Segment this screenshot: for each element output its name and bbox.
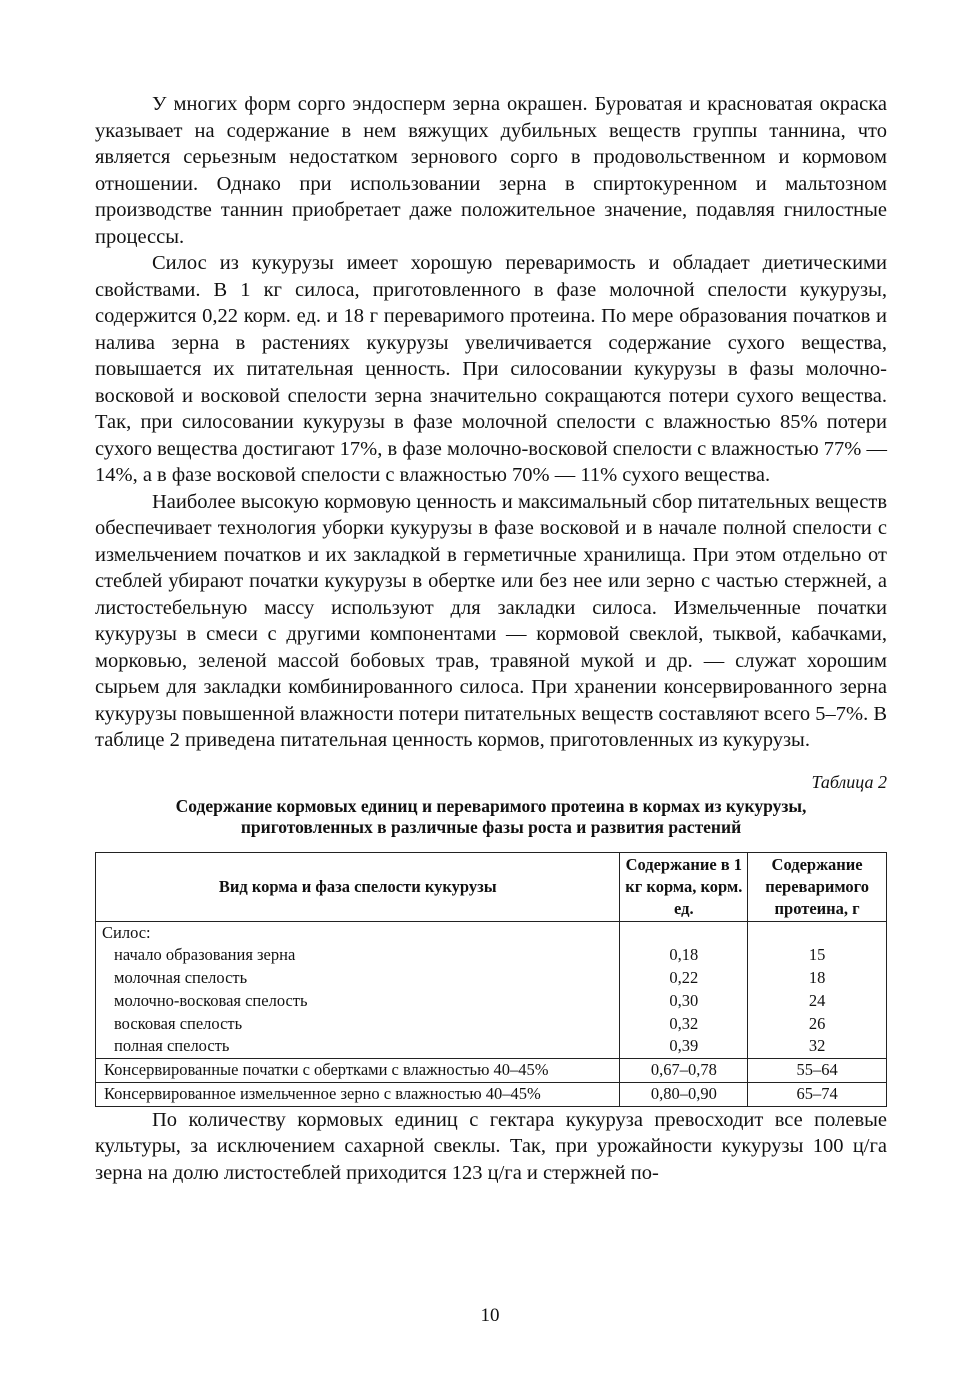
table-row <box>96 1083 887 1107</box>
row-kind: Консервированные початки с обертками с влажностью 40–45% <box>96 1059 620 1083</box>
row-protein: 26 <box>748 1013 887 1036</box>
row-protein: 15 <box>748 944 887 967</box>
header-protein: Содержание переваримого протеина, г <box>748 852 887 921</box>
row-phase: восковая спелость <box>96 1013 620 1036</box>
table-row <box>96 990 887 1013</box>
paragraph-1: У многих форм сорго эндосперм зерна окрашен. Буроватая и красноватая окраска указывает на содержание в нем вяжущих дубильных веществ группы таннина, что является серьезным недостатком зернового сорго в продовольственном и кормовом отношении. Однако при использовании зерна в спиртокуренном и мальтозном производстве таннин приобретает даже положительное значение, подавляя гнилостные процессы. <box>95 93 887 248</box>
row-kind: Консервированное измельченное зерно с влажностью 40–45% <box>96 1083 620 1107</box>
row-units: 0,18 <box>620 944 748 967</box>
row-phase: полная спелость <box>96 1035 620 1058</box>
row-units: 0,30 <box>620 990 748 1013</box>
page-body <box>95 91 887 1186</box>
header-feed-type: Вид корма и фаза спелости кукурузы <box>96 852 620 921</box>
row-protein: 24 <box>748 990 887 1013</box>
page-number: 10 <box>480 1305 500 1326</box>
table-title: Содержание кормовых единиц и переваримого протеина в кормах из кукурузы, приготовленных в различные фазы роста и развития растений <box>175 795 807 837</box>
row-phase: начало образования зерна <box>96 944 620 967</box>
table-row <box>96 1059 887 1083</box>
paragraph-3: Наиболее высокую кормовую ценность и максимальный сбор питательных веществ обеспечивает технология уборки кукурузы в фазе восковой и в начале полной спелости с измельчением початков и их закладкой в герметичные хранилища. При этом отдельно от стеблей убирают початки кукурузы в обертке или без нее или зерно с частью стержней, а листостебельную массу используют для закладки силоса. Измельченные початки кукурузы в смеси с другими компонентами — кормовой свеклой, тыквой, кабачками, морковью, зеленой массой бобовых трав, травяной мукой и др. — служат хорошим сырьем для закладки комбинированного силоса. При хранении консервированного зерна кукурузы повышенной влажности потери питательных веществ составляют всего 5–7%. В таблице 2 приведена питательная ценность кормов, приготовленных из кукурузы. <box>95 490 887 751</box>
row-phase: молочная спелость <box>96 967 620 990</box>
table-label: Таблица 2 <box>811 771 887 792</box>
table-row <box>96 921 887 944</box>
table-row <box>96 1013 887 1036</box>
row-units: 0,39 <box>620 1035 748 1058</box>
row-units: 0,67–0,78 <box>620 1059 748 1083</box>
row-protein: 18 <box>748 967 887 990</box>
table-header-row <box>96 852 887 921</box>
table-row <box>96 944 887 967</box>
paragraph-after-table: По количеству кормовых единиц с гектара кукуруза превосходит все полевые культуры, за исключением сахарной свеклы. Так, при урожайности кукурузы 100 ц/га зерна на долю листостеблей приходится 123 ц/га и стержней по- <box>95 1108 887 1184</box>
paragraph-2: Силос из кукурузы имеет хорошую переваримость и обладает диетическими свойствами. В 1 кг силоса, приготовленного в фазе молочной спелости кукурузы, содержится 0,22 корм. ед. и 18 г переваримого протеина. По мере образования початков и налива зерна в растениях кукурузы увеличивается содержание сухого вещества, повышается их питательная ценность. При силосовании кукурузы в фазы молочно-восковой и восковой спелости зерна значительно сокращаются потери сухого вещества. Так, при силосовании кукурузы в фазе молочной спелости с влажностью 85% потери сухого вещества достигают 17%, в фазе молочно-восковой спелости с влажностью 77% — 14%, а в фазе восковой спелости с влажностью 70% — 11% сухого вещества. <box>95 252 887 486</box>
row-protein: 32 <box>748 1035 887 1058</box>
table-row <box>96 967 887 990</box>
row-phase: молочно-восковая спелость <box>96 990 620 1013</box>
row-units: 0,22 <box>620 967 748 990</box>
header-feed-units: Содержание в 1 кг корма, корм. ед. <box>620 852 748 921</box>
row-protein: 65–74 <box>748 1083 887 1107</box>
row-units: 0,80–0,90 <box>620 1083 748 1107</box>
feed-table <box>95 852 887 1107</box>
row-units: 0,32 <box>620 1013 748 1036</box>
group-label: Силос: <box>96 921 620 944</box>
row-protein: 55–64 <box>748 1059 887 1083</box>
table-row <box>96 1035 887 1058</box>
